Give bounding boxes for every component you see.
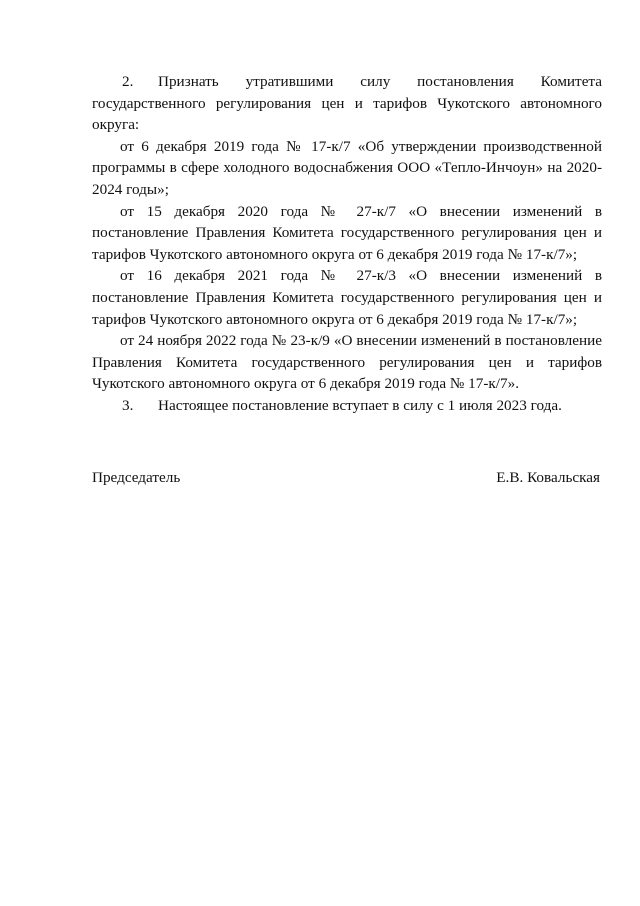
signatory-position: Председатель [92,469,181,486]
repealed-resolution-4: от 24 ноября 2022 года № 23-к/9 «О внесении изменений в постановление Правления Комитета государственного регулирования цен и тарифов Чукотского автономного округа от 6 декабря 2019 года № 17-к/7». [92,332,602,393]
item-2-number: 2. [122,73,134,90]
signature-block [92,467,600,489]
item-2-paragraph [92,71,602,136]
item-3-number: 3. [122,396,134,414]
signatory-name: Е.В. Ковальская [496,469,600,486]
item-3-text: Настоящее постановление вступает в силу с 1 июля 2023 года. [158,396,562,414]
repealed-resolution-2: от 15 декабря 2020 года № 27-к/7 «О внесении изменений в постановление Правления Комитета государственного регулирования цен и тарифов Чукотского автономного округа от 6 декабря 2019 года № 17-к/7»; [92,202,602,263]
repealed-resolution-1: от 6 декабря 2019 года № 17-к/7 «Об утверждении производственной программы в сфере холодного водоснабжения ООО «Тепло-Инчоун» на 2020-2024 годы»; [92,137,602,198]
item-3-paragraph [92,395,602,417]
repealed-resolution-3: от 16 декабря 2021 года № 27-к/3 «О внесении изменений в постановление Правления Комитета государственного регулирования цен и тарифов Чукотского автономного округа от 6 декабря 2019 года № 17-к/7»; [92,267,602,328]
item-2-text: Признать утратившими силу постановления Комитета государственного регулирования цен и тарифов Чукотского автономного округа: [92,73,602,134]
document-body [92,71,602,417]
